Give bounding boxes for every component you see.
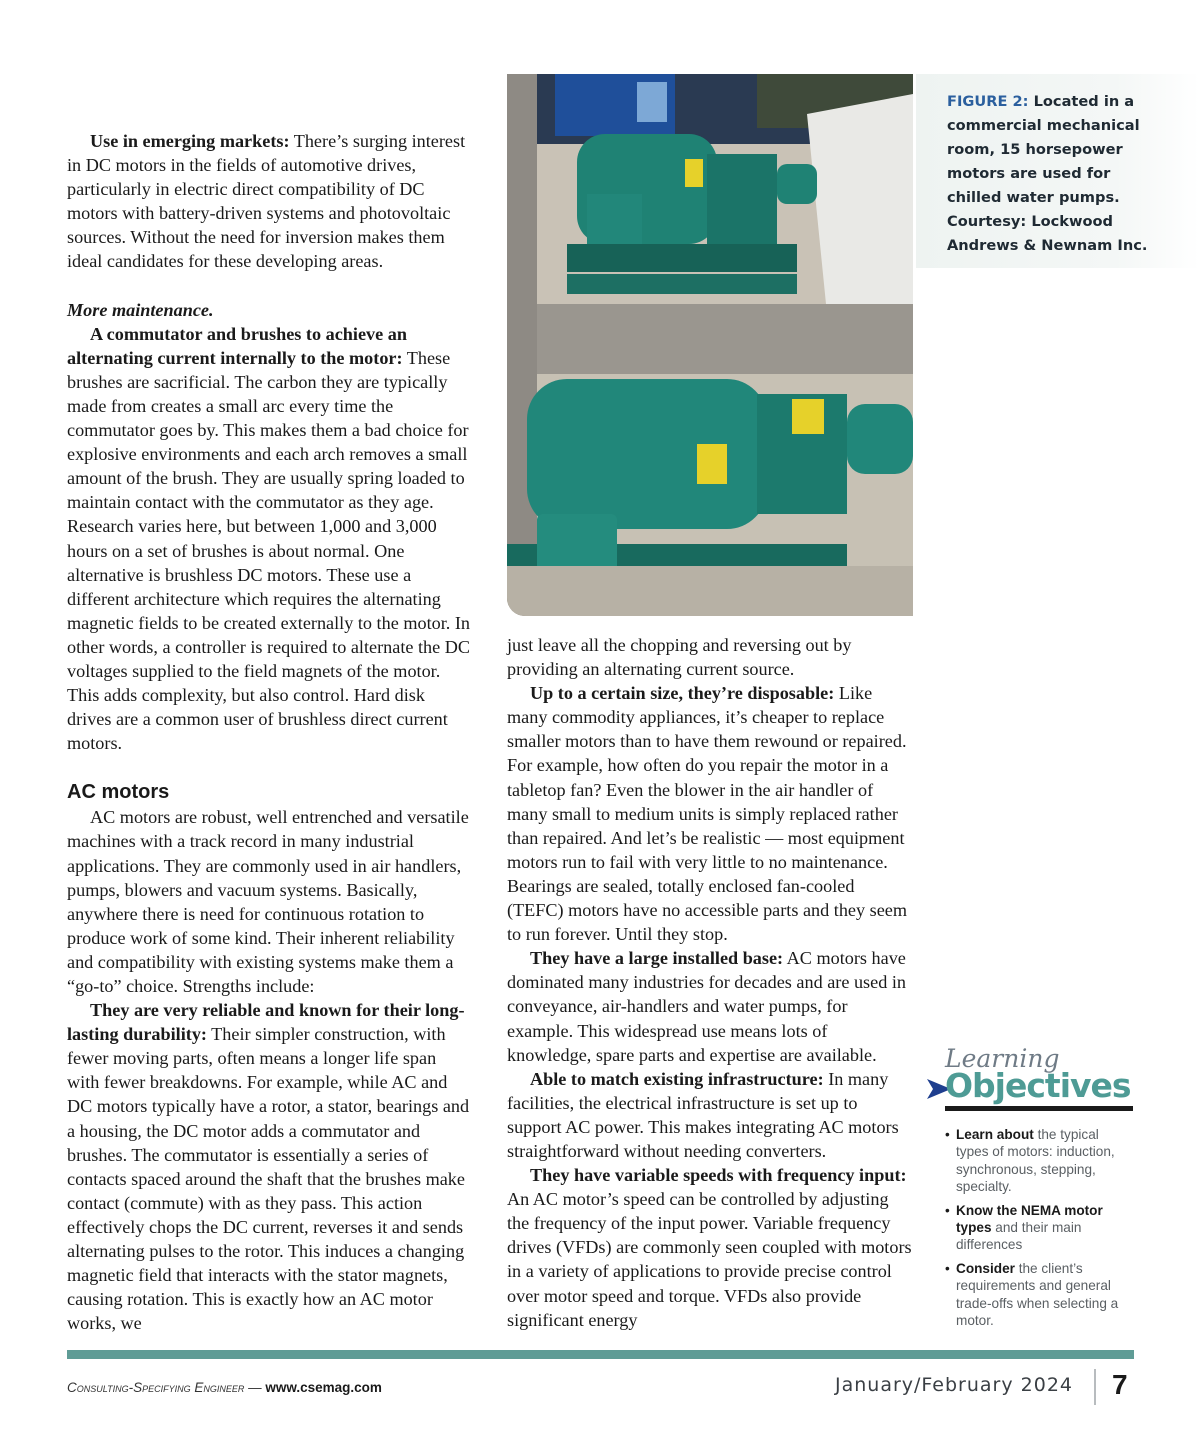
article-column-left (67, 129, 473, 1335)
article-column-middle (507, 633, 914, 1332)
issue-date: January/February 2024 (834, 1374, 1073, 1396)
paragraph-reliable (67, 998, 473, 1335)
learning-objectives-title-line2: Objectives (945, 1066, 1131, 1105)
paragraph-lead: They have variable speeds with frequency input: (530, 1165, 907, 1186)
list-item (945, 1202, 1135, 1254)
figure-caption (947, 90, 1162, 258)
paragraph-continuation: just leave all the chopping and reversing out by providing an alternating current source. (507, 635, 852, 680)
paragraph-lead: A commutator and brushes to achieve an alternating current internally to the motor: (67, 323, 407, 368)
paragraph-lead: Up to a certain size, they’re disposable: (530, 683, 835, 704)
paragraph-commutator (67, 322, 473, 756)
paragraph-ac-intro: AC motors are robust, well entrenched and versatile machines with a track record in many industrial applications. They are commonly used in air handlers, pumps, blowers and vacuum systems. Basically, anywhere there is need for continuous rotation to produce work of some kind. Their inherent reliability and compatibility with existing systems make them a “go-to” choice. Strengths include: (67, 807, 469, 996)
paragraph-lead: They have a large installed base: (530, 948, 784, 969)
paragraph-text: Their simpler construction, with fewer moving parts, often means a longer life span with fewer breakdowns. For example, while AC and DC motors typically have a rotor, a stator, bearings and a housing, the DC motor adds a commutator and brushes. The commutator is essentially a series of contacts spaced around the shaft that the brushes make contact (commute) with as they pass. This action effectively chops the DC current, reverses it and sends alternating pulses to the rotor. This induces a changing magnetic field that interacts with the stator magnets, causing rotation. This is exactly how an AC motor works, we (67, 1024, 470, 1334)
list-item-lead: Know the NEMA motor types (956, 1202, 1103, 1236)
subhead-text: More maintenance. (67, 299, 214, 320)
paragraph-text: In many facilities, the electrical infrastructure is set up to support AC power. This makes integrating AC motors straightforward without needing converters. (507, 1068, 899, 1161)
paragraph-text: Like many commodity appliances, it’s cheaper to replace smaller motors than to have them rewound or repaired. For example, how often do you repair the motor in a tabletop fan? Even the blower in the air handler of many small to medium units is simply replaced rather than repaired. And let’s be realistic — most equipment motors run to fail with very little to no maintenance. Bearings are sealed, totally enclosed fan-cooled (TEFC) motors have no accessible parts and they seem to run forever. Until they stop. (507, 683, 908, 945)
list-item-lead: Consider (956, 1260, 1015, 1276)
list-item-lead: Learn about (956, 1127, 1034, 1142)
list-item (945, 1260, 1135, 1330)
list-item-text: the typical types of motors: induction, synchronous, stepping, specialty. (956, 1127, 1115, 1195)
footer-dash: — (244, 1380, 266, 1395)
paragraph-infrastructure (507, 1067, 914, 1163)
paragraph-variable-speeds (507, 1163, 914, 1332)
paragraph-text: AC motors have dominated many industries for decades and are used in conveyance, air-handlers and water pumps, for example. This widespread use means lots of knowledge, spare parts and expertise are available. (507, 948, 906, 1065)
paragraph-text: An AC motor’s speed can be controlled by adjusting the frequency of the input power. Variable frequency drives (VFDs) are commonly seen coupled with motors in a variety of applications to provide precise control over motor speed and torque. VFDs also provide significant energy (507, 1189, 912, 1330)
list-item-text: the client’s requirements and general trade-offs when selecting a motor. (956, 1260, 1119, 1329)
paragraph-text: These brushes are sacrificial. The carbon they are typically made from creates a small arc every time the commutator goes by. This makes them a bad choice for explosive environments and each arch removes a small amount of the brush. They are usually spring loaded to maintain contact with the commutator as they age. Research varies here, but between 1,000 and 3,000 hours on a set of brushes is about normal. One alternative is brushless DC motors. These use a different architecture which requires the alternating magnetic fields to be created externally to the motor. In other words, a controller is required to alternate the DC voltages supplied to the field magnets of the motor. This adds complexity, but also control. Hard disk drives are a common user of brushless direct current motors. (67, 347, 471, 754)
paragraph-lead: Use in emerging markets: (90, 131, 290, 151)
subhead-more-maintenance (67, 298, 473, 322)
figure-label: FIGURE 2: (947, 93, 1029, 110)
paragraph-text: There’s surging interest in DC motors in the fields of automotive drives, particularly in electric direct compatibility of DC motors with battery-driven systems and photovoltaic sources. Without the need for inversion makes them ideal candidates for these developing areas. (67, 131, 466, 272)
publication-name: Consulting-Specifying Engineer (67, 1380, 245, 1395)
figure-2-photo (507, 74, 913, 616)
learning-objectives-rule (945, 1106, 1133, 1111)
paragraph-emerging-markets (67, 129, 473, 274)
website-link[interactable]: www.csemag.com (265, 1380, 382, 1395)
figure-caption-text: Located in a commercial mechanical room, 15 horsepower motors are used for chilled water pumps. Courtesy: Lockwood Andrews & Newnam Inc. (947, 93, 1148, 254)
paragraph-lead: Able to match existing infrastructure: (530, 1068, 824, 1089)
section-heading-ac-motors: AC motors (67, 781, 170, 804)
page-number: 7 (1112, 1369, 1128, 1400)
footer-credit (67, 1380, 382, 1395)
paragraph-disposable (507, 681, 914, 946)
paragraph-lead: They are very reliable and known for their long-lasting durability: (67, 1000, 465, 1045)
list-item (945, 1126, 1135, 1196)
footer-divider (1094, 1369, 1096, 1405)
learning-objectives-list (945, 1126, 1135, 1335)
figure-caption-panel (916, 74, 1200, 268)
paragraph-installed-base (507, 946, 914, 1066)
list-item-text: and their main differences (956, 1220, 1082, 1253)
learning-objectives-title-line1: Learning (945, 1044, 1060, 1073)
footer-accent-bar (67, 1350, 1134, 1359)
